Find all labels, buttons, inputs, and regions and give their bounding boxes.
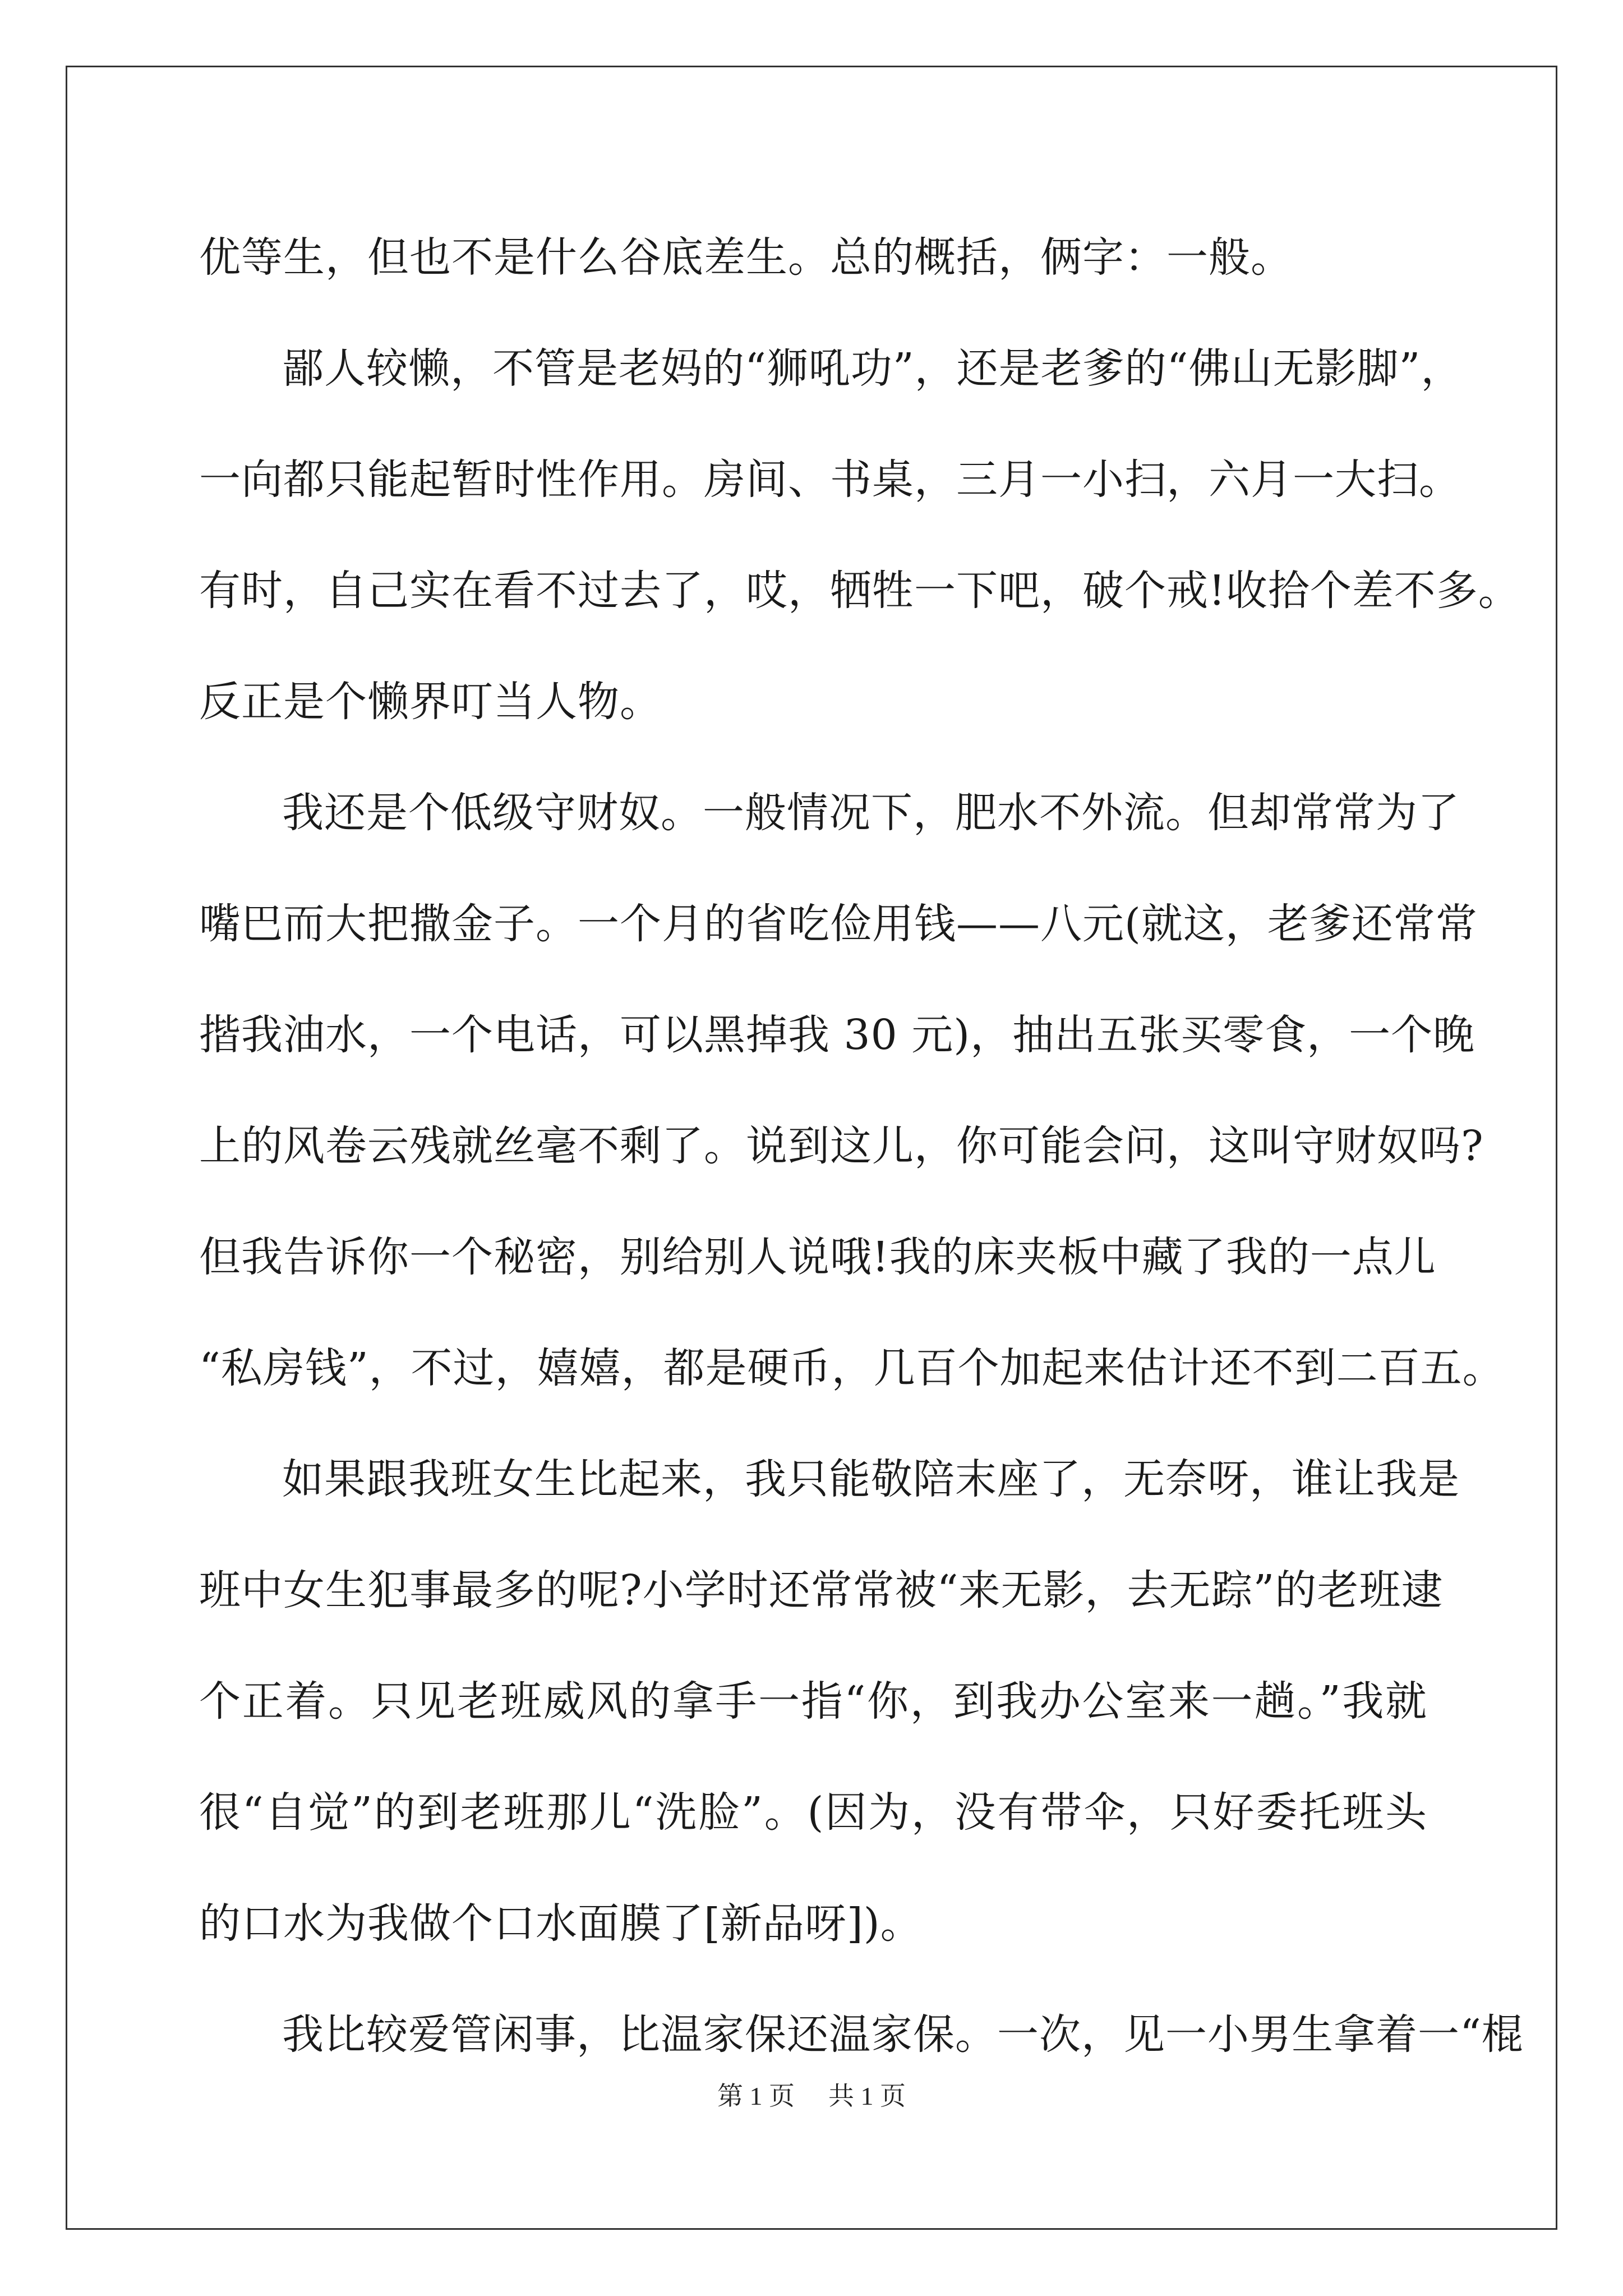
text-line: 上的风卷云残就丝毫不剩了。说到这儿，你可能会问，这叫守财奴吗?: [199, 1122, 1484, 1170]
document-body: [199, 202, 1524, 2090]
text-line: 一向都只能起暂时性作用。房间、书桌，三月一小扫，六月一大扫。: [199, 455, 1461, 504]
text-line: 班中女生犯事最多的呢?小学时还常常被“来无影，去无踪”的老班逮: [199, 1566, 1444, 1614]
text-line: 优等生，但也不是什么谷底差生。总的概括，俩字：一般。: [199, 233, 1293, 282]
text-line: 个正着。只见老班威风的拿手一指“你，到我办公室来一趟。”我就: [199, 1677, 1427, 1726]
page-number: 第 1 页: [717, 2082, 795, 2110]
text-line: 的口水为我做个口水面膜了[新品呀])。: [199, 1899, 923, 1948]
text-line: 我比较爱管闲事，比温家保还温家保。一次，见一小男生拿着一“棍: [282, 2010, 1524, 2059]
text-line: 有时，自己实在看不过去了，哎，牺牲一下吧，破个戒!收拾个差不多。: [199, 567, 1520, 615]
text-line: 但我告诉你一个秘密，别给别人说哦!我的床夹板中藏了我的一点儿: [199, 1233, 1436, 1281]
page-footer: [0, 2076, 1623, 2113]
text-line: 嘴巴而大把撒金子。一个月的省吃俭用钱——八元(就这，老爹还常常: [199, 900, 1478, 948]
text-line: 揩我油水，一个电话，可以黑掉我 30 元)，抽出五张买零食，一个晚: [199, 1011, 1476, 1059]
text-line: 很“自觉”的到老班那儿“洗脸”。(因为，没有带伞，只好委托班头: [199, 1788, 1427, 1837]
page-total: 共 1 页: [828, 2082, 906, 2110]
text-line: 反正是个懒界叮当人物。: [199, 678, 662, 726]
text-line: 如果跟我班女生比起来，我只能敬陪末座了，无奈呀，谁让我是: [282, 1455, 1460, 1503]
text-line: 我还是个低级守财奴。一般情况下，肥水不外流。但却常常为了: [282, 789, 1460, 837]
text-line: 鄙人较懒，不管是老妈的“狮吼功”，还是老爹的“佛山无影脚”，: [282, 344, 1463, 393]
text-line: “私房钱”，不过，嬉嬉，都是硬币，几百个加起来估计还不到二百五。: [199, 1344, 1505, 1392]
